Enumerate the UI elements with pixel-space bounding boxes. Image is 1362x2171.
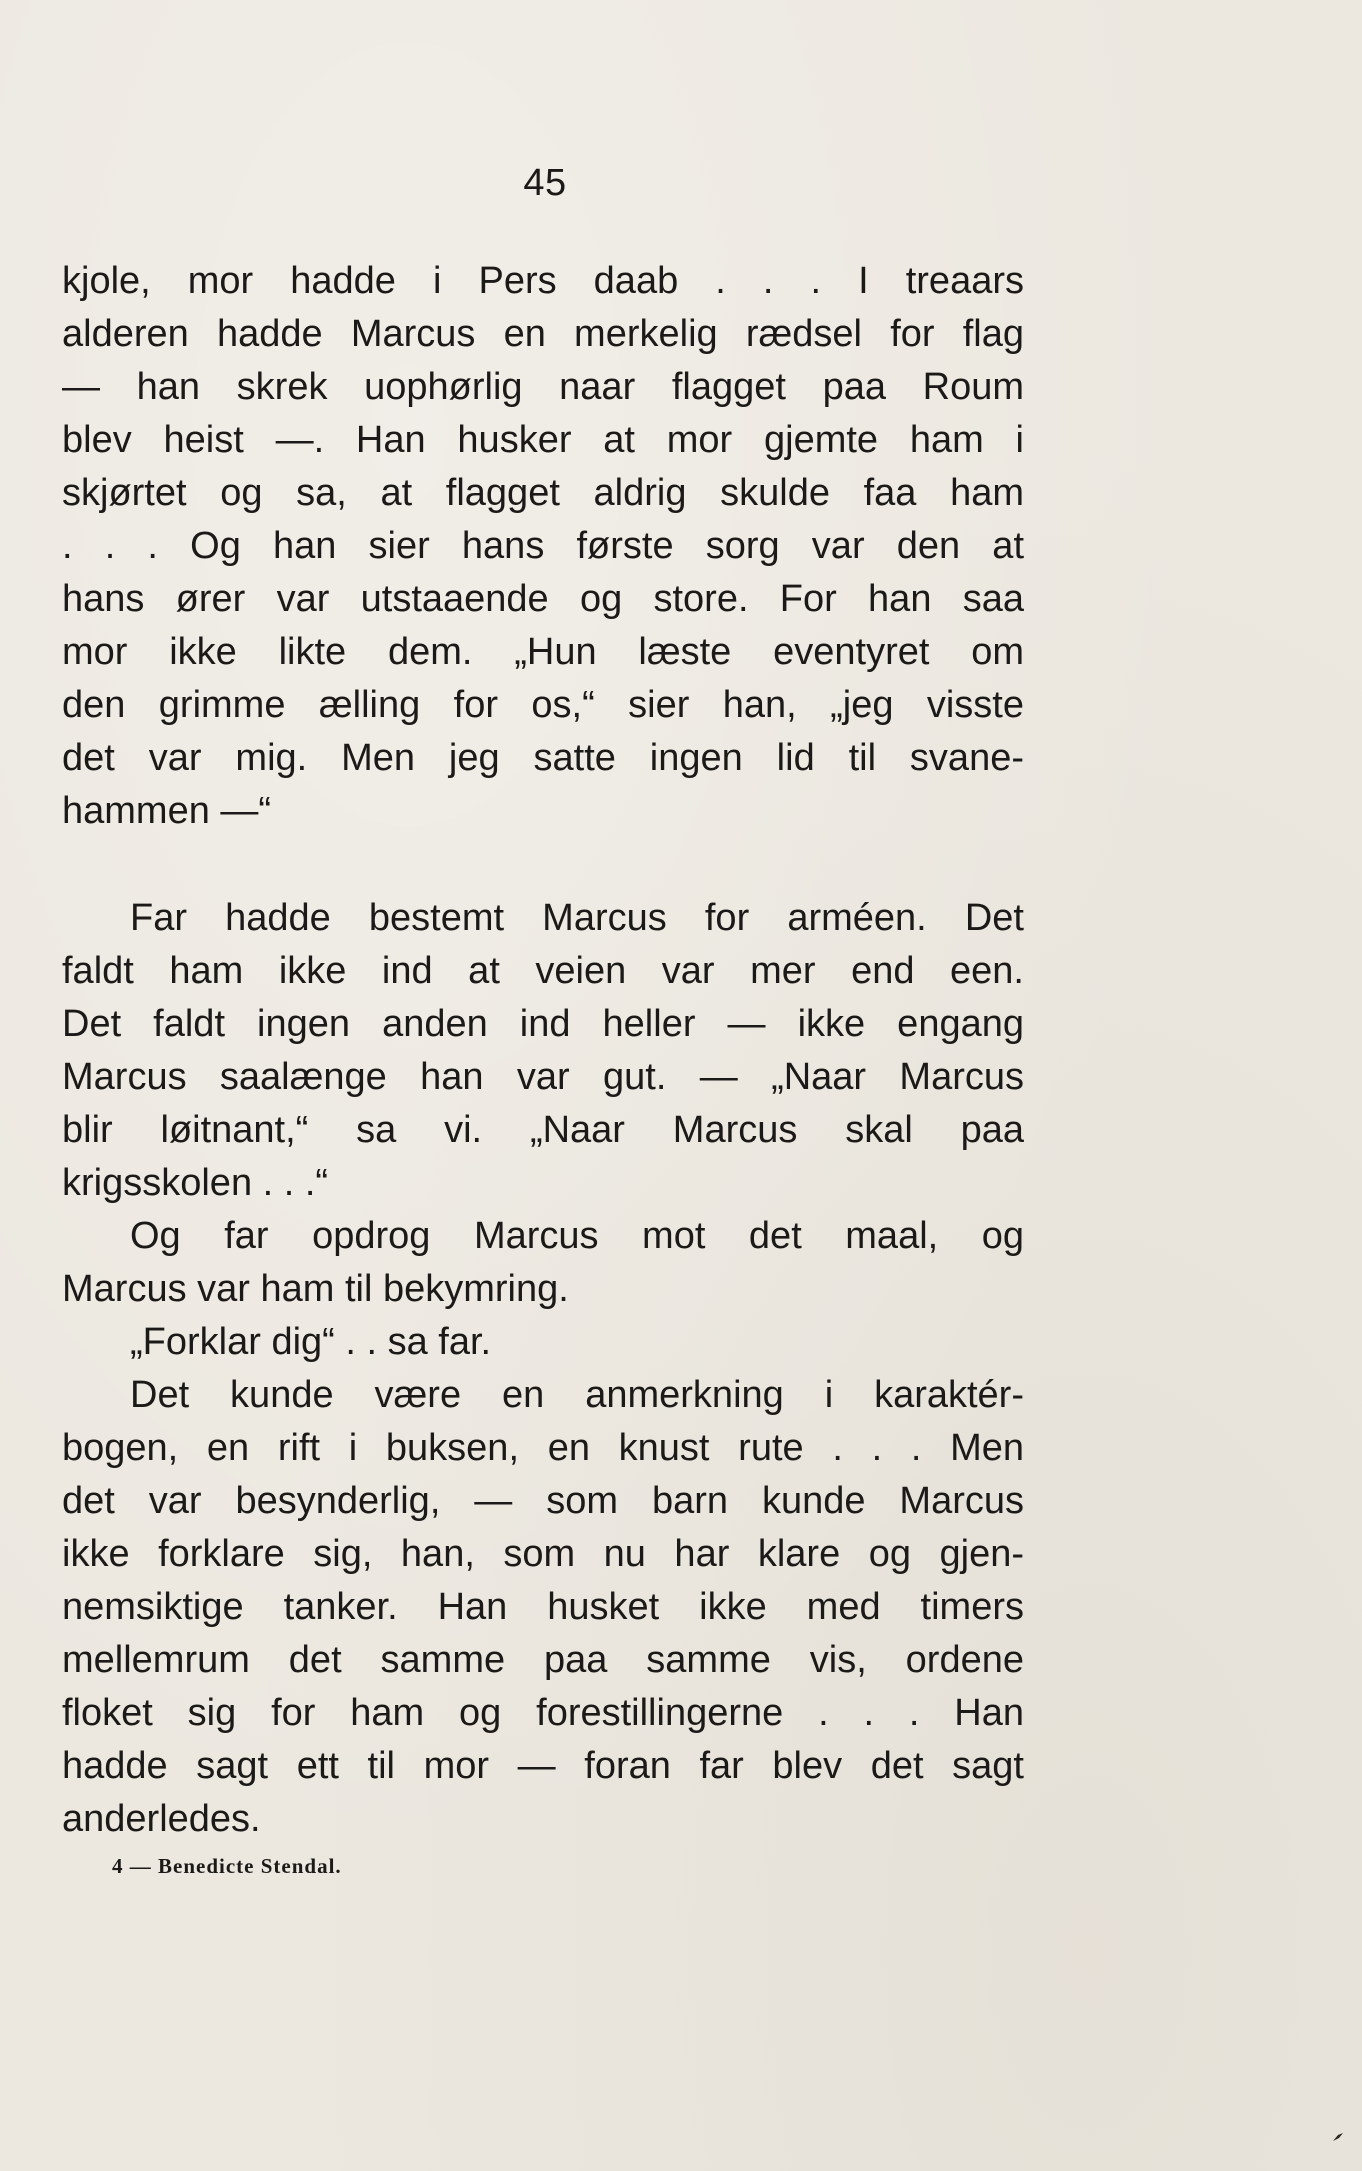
- text-line: kjole, mor hadde i Pers daab . . . I treaars: [62, 260, 1024, 302]
- text-line: Og far opdrog Marcus mot det maal, og: [130, 1215, 1024, 1257]
- text-line: blir løitnant,“ sa vi. „Naar Marcus skal paa: [62, 1109, 1024, 1151]
- text-line: Det kunde være en anmerkning i karaktér-: [130, 1374, 1024, 1416]
- text-line: mellemrum det samme paa samme vis, ordene: [62, 1639, 1024, 1681]
- text-line: det var besynderlig, — som barn kunde Marcus: [62, 1480, 1024, 1522]
- text-line: anderledes.: [62, 1798, 261, 1840]
- text-line: blev heist —. Han husker at mor gjemte ham i: [62, 419, 1024, 461]
- signature-footer: 4 — Benedicte Stendal.: [112, 1854, 342, 1878]
- text-line: floket sig for ham og forestillingerne . . . Han: [62, 1692, 1024, 1734]
- text-line: hammen —“: [62, 790, 272, 832]
- text-line: „Forklar dig“ . . sa far.: [130, 1321, 492, 1363]
- text-line: Far hadde bestemt Marcus for arméen. Det: [130, 897, 1024, 939]
- paragraph-2: [62, 892, 1024, 1846]
- text-line: krigsskolen . . .“: [62, 1162, 329, 1204]
- text-line: den grimme ælling for os,“ sier han, „jeg visste: [62, 684, 1024, 726]
- text-line: bogen, en rift i buksen, en knust rute . . . Men: [62, 1427, 1024, 1469]
- text-line: faldt ham ikke ind at veien var mer end een.: [62, 950, 1024, 992]
- text-line: hans ører var utstaaende og store. For han saa: [62, 578, 1024, 620]
- page-number: 45: [523, 162, 567, 204]
- text-line: hadde sagt ett til mor — foran far blev det sagt: [62, 1745, 1024, 1787]
- text-line: . . . Og han sier hans første sorg var den at: [62, 525, 1024, 567]
- text-line: ikke forklare sig, han, som nu har klare og gjen-: [62, 1533, 1024, 1575]
- text-line: Marcus var ham til bekymring.: [62, 1268, 569, 1310]
- paragraph-1: [62, 255, 1024, 838]
- text-line: mor ikke likte dem. „Hun læste eventyret om: [62, 631, 1024, 673]
- text-line: Marcus saalænge han var gut. — „Naar Marcus: [62, 1056, 1024, 1098]
- text-line: — han skrek uophørlig naar flagget paa Roum: [62, 366, 1024, 408]
- ink-speck: [1332, 2131, 1344, 2143]
- text-line: nemsiktige tanker. Han husket ikke med timers: [62, 1586, 1024, 1628]
- text-line: alderen hadde Marcus en merkelig rædsel for flag: [62, 313, 1024, 355]
- text-line: det var mig. Men jeg satte ingen lid til svane-: [62, 737, 1024, 779]
- text-line: Det faldt ingen anden ind heller — ikke engang: [62, 1003, 1024, 1045]
- text-line: skjørtet og sa, at flagget aldrig skulde faa ham: [62, 472, 1024, 514]
